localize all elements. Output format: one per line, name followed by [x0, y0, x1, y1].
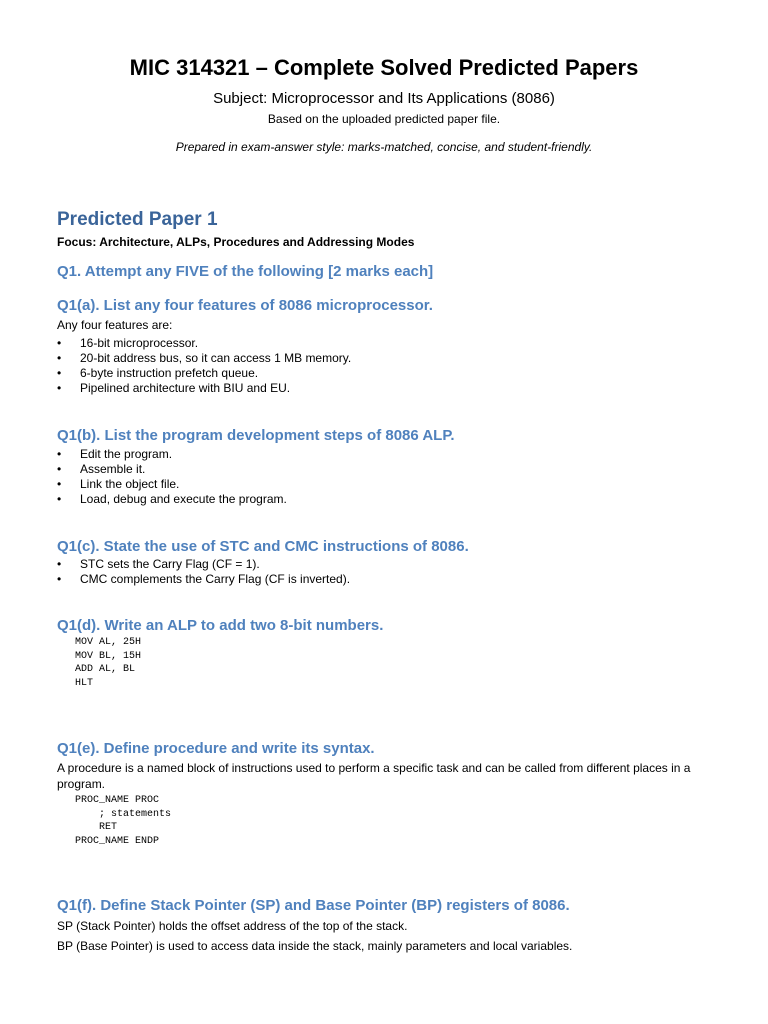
- list-item: • Link the object file.: [57, 477, 287, 492]
- q1f-heading: Q1(f). Define Stack Pointer (SP) and Base Pointer (BP) registers of 8086.: [57, 897, 570, 914]
- document-subject: Subject: Microprocessor and Its Applications (8086): [213, 90, 555, 107]
- q1a-bullet-list: [57, 336, 351, 396]
- q1f-sp-definition: SP (Stack Pointer) holds the offset address of the top of the stack.: [57, 919, 408, 933]
- q1d-heading: Q1(d). Write an ALP to add two 8-bit numbers.: [57, 617, 384, 634]
- q1d-code-block: MOV AL, 25H MOV BL, 15H ADD AL, BL HLT: [75, 637, 142, 689]
- paper-focus: Focus: Architecture, ALPs, Procedures and Addressing Modes: [57, 235, 415, 249]
- q1f-bp-definition: BP (Base Pointer) is used to access data inside the stack, mainly parameters and local variables.: [57, 939, 573, 953]
- list-item: • CMC complements the Carry Flag (CF is inverted).: [57, 572, 350, 587]
- list-item: • 20-bit address bus, so it can access 1 MB memory.: [57, 351, 351, 366]
- paper-title: Predicted Paper 1: [57, 209, 218, 230]
- q1-heading: Q1. Attempt any FIVE of the following [2 marks each]: [57, 263, 434, 280]
- q1b-bullet-list: [57, 447, 287, 507]
- list-item: • Assemble it.: [57, 462, 287, 477]
- based-on-note: Based on the uploaded predicted paper file.: [267, 112, 501, 126]
- list-item: • Edit the program.: [57, 447, 287, 462]
- q1e-definition: A procedure is a named block of instructions used to perform a specific task and can be called from different places in a program.: [57, 761, 691, 791]
- list-item: • Pipelined architecture with BIU and EU.: [57, 381, 351, 396]
- q1e-heading: Q1(e). Define procedure and write its syntax.: [57, 740, 375, 757]
- document-title: MIC 314321 – Complete Solved Predicted Papers: [129, 55, 639, 80]
- list-item: • 6-byte instruction prefetch queue.: [57, 366, 351, 381]
- q1a-heading: Q1(a). List any four features of 8086 microprocessor.: [57, 297, 433, 314]
- q1c-bullet-list: [57, 557, 350, 587]
- q1e-code-block: PROC_NAME PROC ; statements RET PROC_NAME ENDP: [75, 795, 172, 847]
- prepared-note: Prepared in exam-answer style: marks-matched, concise, and student-friendly.: [175, 140, 593, 154]
- list-item: • STC sets the Carry Flag (CF = 1).: [57, 557, 350, 572]
- q1b-heading: Q1(b). List the program development steps of 8086 ALP.: [57, 427, 455, 444]
- q1a-intro: Any four features are:: [57, 318, 173, 332]
- list-item: • 16-bit microprocessor.: [57, 336, 351, 351]
- q1c-heading: Q1(c). State the use of STC and CMC instructions of 8086.: [57, 538, 469, 555]
- list-item: • Load, debug and execute the program.: [57, 492, 287, 507]
